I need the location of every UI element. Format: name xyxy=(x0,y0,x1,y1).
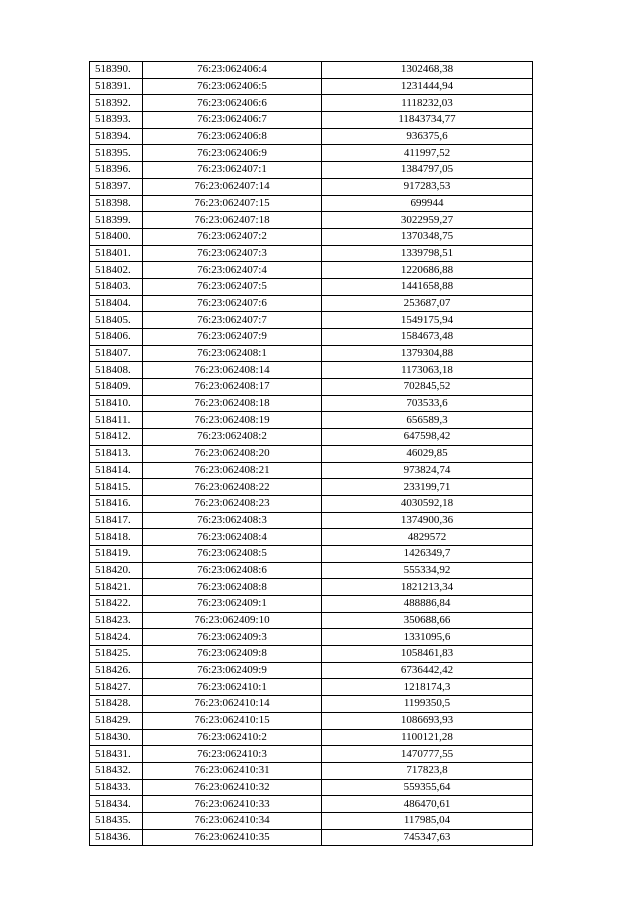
row-number-cell: 518418. xyxy=(90,529,143,546)
table-row xyxy=(90,228,533,245)
row-number-cell: 518413. xyxy=(90,445,143,462)
cadastral-value-cell: 1173063,18 xyxy=(322,362,533,379)
cadastral-number-cell: 76:23:062409:9 xyxy=(143,662,322,679)
cadastral-value-cell: 1821213,34 xyxy=(322,579,533,596)
table-row xyxy=(90,329,533,346)
row-number-cell: 518407. xyxy=(90,345,143,362)
cadastral-number-cell: 76:23:062407:2 xyxy=(143,228,322,245)
cadastral-value-cell: 1218174,3 xyxy=(322,679,533,696)
row-number-cell: 518417. xyxy=(90,512,143,529)
table-row xyxy=(90,195,533,212)
cadastral-number-cell: 76:23:062407:6 xyxy=(143,295,322,312)
row-number-cell: 518410. xyxy=(90,395,143,412)
cadastral-value-cell: 411997,52 xyxy=(322,145,533,162)
row-number-cell: 518398. xyxy=(90,195,143,212)
cadastral-value-cell: 488886,84 xyxy=(322,596,533,613)
table-row xyxy=(90,712,533,729)
table-row xyxy=(90,529,533,546)
cadastral-number-cell: 76:23:062407:9 xyxy=(143,329,322,346)
cadastral-value-cell: 11843734,77 xyxy=(322,112,533,129)
cadastral-value-cell: 4030592,18 xyxy=(322,495,533,512)
table-row xyxy=(90,395,533,412)
row-number-cell: 518408. xyxy=(90,362,143,379)
table-row xyxy=(90,212,533,229)
table-row xyxy=(90,696,533,713)
cadastral-number-cell: 76:23:062408:1 xyxy=(143,345,322,362)
cadastral-number-cell: 76:23:062408:22 xyxy=(143,479,322,496)
row-number-cell: 518433. xyxy=(90,779,143,796)
row-number-cell: 518428. xyxy=(90,696,143,713)
table-row xyxy=(90,362,533,379)
cadastral-number-cell: 76:23:062408:23 xyxy=(143,495,322,512)
table-body xyxy=(90,62,533,846)
row-number-cell: 518429. xyxy=(90,712,143,729)
cadastral-value-cell: 1220686,88 xyxy=(322,262,533,279)
table-row xyxy=(90,379,533,396)
cadastral-number-cell: 76:23:062410:32 xyxy=(143,779,322,796)
cadastral-value-cell: 699944 xyxy=(322,195,533,212)
cadastral-value-cell: 253687,07 xyxy=(322,295,533,312)
row-number-cell: 518400. xyxy=(90,228,143,245)
table-row xyxy=(90,78,533,95)
row-number-cell: 518424. xyxy=(90,629,143,646)
table-row xyxy=(90,762,533,779)
table-row xyxy=(90,445,533,462)
row-number-cell: 518432. xyxy=(90,762,143,779)
cadastral-value-cell: 1100121,28 xyxy=(322,729,533,746)
table-row xyxy=(90,612,533,629)
row-number-cell: 518427. xyxy=(90,679,143,696)
table-row xyxy=(90,646,533,663)
table-row xyxy=(90,796,533,813)
table-row xyxy=(90,278,533,295)
cadastral-value-cell: 917283,53 xyxy=(322,178,533,195)
row-number-cell: 518396. xyxy=(90,162,143,179)
cadastral-value-cell: 1370348,75 xyxy=(322,228,533,245)
cadastral-value-cell: 46029,85 xyxy=(322,445,533,462)
row-number-cell: 518430. xyxy=(90,729,143,746)
row-number-cell: 518392. xyxy=(90,95,143,112)
cadastral-number-cell: 76:23:062408:2 xyxy=(143,429,322,446)
row-number-cell: 518401. xyxy=(90,245,143,262)
cadastral-number-cell: 76:23:062406:4 xyxy=(143,62,322,79)
table-row xyxy=(90,829,533,846)
cadastral-number-cell: 76:23:062409:3 xyxy=(143,629,322,646)
table-row xyxy=(90,746,533,763)
table-row xyxy=(90,662,533,679)
cadastral-value-cell: 3022959,27 xyxy=(322,212,533,229)
cadastral-number-cell: 76:23:062408:20 xyxy=(143,445,322,462)
table-row xyxy=(90,429,533,446)
row-number-cell: 518434. xyxy=(90,796,143,813)
cadastral-number-cell: 76:23:062406:6 xyxy=(143,95,322,112)
cadastral-number-cell: 76:23:062410:35 xyxy=(143,829,322,846)
row-number-cell: 518403. xyxy=(90,278,143,295)
cadastral-number-cell: 76:23:062407:14 xyxy=(143,178,322,195)
row-number-cell: 518394. xyxy=(90,128,143,145)
cadastral-value-cell: 1331095,6 xyxy=(322,629,533,646)
row-number-cell: 518409. xyxy=(90,379,143,396)
cadastral-value-cell: 486470,61 xyxy=(322,796,533,813)
cadastral-value-cell: 1549175,94 xyxy=(322,312,533,329)
row-number-cell: 518426. xyxy=(90,662,143,679)
row-number-cell: 518420. xyxy=(90,562,143,579)
cadastral-number-cell: 76:23:062410:1 xyxy=(143,679,322,696)
cadastral-number-cell: 76:23:062407:18 xyxy=(143,212,322,229)
table-row xyxy=(90,562,533,579)
cadastral-number-cell: 76:23:062408:19 xyxy=(143,412,322,429)
row-number-cell: 518436. xyxy=(90,829,143,846)
cadastral-number-cell: 76:23:062409:10 xyxy=(143,612,322,629)
cadastral-number-cell: 76:23:062408:5 xyxy=(143,545,322,562)
cadastral-number-cell: 76:23:062407:1 xyxy=(143,162,322,179)
cadastral-value-cell: 1058461,83 xyxy=(322,646,533,663)
row-number-cell: 518419. xyxy=(90,545,143,562)
cadastral-value-cell: 4829572 xyxy=(322,529,533,546)
table-row xyxy=(90,545,533,562)
cadastral-number-cell: 76:23:062410:15 xyxy=(143,712,322,729)
row-number-cell: 518435. xyxy=(90,812,143,829)
table-row xyxy=(90,95,533,112)
table-row xyxy=(90,295,533,312)
table-row xyxy=(90,512,533,529)
table-row xyxy=(90,178,533,195)
cadastral-number-cell: 76:23:062408:6 xyxy=(143,562,322,579)
cadastral-number-cell: 76:23:062410:33 xyxy=(143,796,322,813)
cadastral-number-cell: 76:23:062407:15 xyxy=(143,195,322,212)
cadastral-value-cell: 647598,42 xyxy=(322,429,533,446)
row-number-cell: 518405. xyxy=(90,312,143,329)
cadastral-number-cell: 76:23:062408:4 xyxy=(143,529,322,546)
cadastral-value-cell: 233199,71 xyxy=(322,479,533,496)
cadastral-value-cell: 1302468,38 xyxy=(322,62,533,79)
cadastral-value-cell: 656589,3 xyxy=(322,412,533,429)
cadastral-value-cell: 973824,74 xyxy=(322,462,533,479)
table-row xyxy=(90,812,533,829)
cadastral-number-cell: 76:23:062408:21 xyxy=(143,462,322,479)
cadastral-value-table xyxy=(89,61,533,846)
row-number-cell: 518406. xyxy=(90,329,143,346)
cadastral-value-cell: 1426349,7 xyxy=(322,545,533,562)
table-row xyxy=(90,596,533,613)
cadastral-value-cell: 702845,52 xyxy=(322,379,533,396)
cadastral-number-cell: 76:23:062410:3 xyxy=(143,746,322,763)
row-number-cell: 518395. xyxy=(90,145,143,162)
table-row xyxy=(90,128,533,145)
cadastral-number-cell: 76:23:062407:4 xyxy=(143,262,322,279)
cadastral-value-cell: 350688,66 xyxy=(322,612,533,629)
cadastral-value-cell: 1374900,36 xyxy=(322,512,533,529)
table-row xyxy=(90,145,533,162)
cadastral-number-cell: 76:23:062408:18 xyxy=(143,395,322,412)
cadastral-value-cell: 1584673,48 xyxy=(322,329,533,346)
table-row xyxy=(90,495,533,512)
table-row xyxy=(90,629,533,646)
cadastral-value-cell: 555334,92 xyxy=(322,562,533,579)
cadastral-number-cell: 76:23:062406:5 xyxy=(143,78,322,95)
table-row xyxy=(90,345,533,362)
cadastral-number-cell: 76:23:062408:17 xyxy=(143,379,322,396)
cadastral-number-cell: 76:23:062410:34 xyxy=(143,812,322,829)
table-row xyxy=(90,679,533,696)
table-row xyxy=(90,62,533,79)
row-number-cell: 518416. xyxy=(90,495,143,512)
table-row xyxy=(90,245,533,262)
cadastral-number-cell: 76:23:062406:8 xyxy=(143,128,322,145)
cadastral-number-cell: 76:23:062407:7 xyxy=(143,312,322,329)
table-row xyxy=(90,479,533,496)
table-row xyxy=(90,262,533,279)
cadastral-value-cell: 1199350,5 xyxy=(322,696,533,713)
row-number-cell: 518411. xyxy=(90,412,143,429)
cadastral-number-cell: 76:23:062406:9 xyxy=(143,145,322,162)
table-row xyxy=(90,162,533,179)
table-row xyxy=(90,462,533,479)
row-number-cell: 518390. xyxy=(90,62,143,79)
row-number-cell: 518421. xyxy=(90,579,143,596)
cadastral-value-cell: 1118232,03 xyxy=(322,95,533,112)
cadastral-value-cell: 1339798,51 xyxy=(322,245,533,262)
cadastral-value-cell: 1379304,88 xyxy=(322,345,533,362)
cadastral-value-cell: 1470777,55 xyxy=(322,746,533,763)
cadastral-number-cell: 76:23:062409:8 xyxy=(143,646,322,663)
cadastral-number-cell: 76:23:062406:7 xyxy=(143,112,322,129)
cadastral-value-cell: 1441658,88 xyxy=(322,278,533,295)
table-row xyxy=(90,579,533,596)
row-number-cell: 518414. xyxy=(90,462,143,479)
table-row xyxy=(90,112,533,129)
cadastral-value-cell: 1384797,05 xyxy=(322,162,533,179)
cadastral-number-cell: 76:23:062410:14 xyxy=(143,696,322,713)
table-row xyxy=(90,412,533,429)
cadastral-value-cell: 1231444,94 xyxy=(322,78,533,95)
row-number-cell: 518397. xyxy=(90,178,143,195)
cadastral-value-cell: 745347,63 xyxy=(322,829,533,846)
cadastral-number-cell: 76:23:062408:3 xyxy=(143,512,322,529)
cadastral-value-cell: 6736442,42 xyxy=(322,662,533,679)
cadastral-number-cell: 76:23:062407:3 xyxy=(143,245,322,262)
table-row xyxy=(90,779,533,796)
cadastral-number-cell: 76:23:062408:8 xyxy=(143,579,322,596)
row-number-cell: 518393. xyxy=(90,112,143,129)
cadastral-number-cell: 76:23:062409:1 xyxy=(143,596,322,613)
table-row xyxy=(90,729,533,746)
row-number-cell: 518404. xyxy=(90,295,143,312)
row-number-cell: 518425. xyxy=(90,646,143,663)
row-number-cell: 518399. xyxy=(90,212,143,229)
row-number-cell: 518423. xyxy=(90,612,143,629)
row-number-cell: 518391. xyxy=(90,78,143,95)
cadastral-number-cell: 76:23:062410:31 xyxy=(143,762,322,779)
row-number-cell: 518431. xyxy=(90,746,143,763)
row-number-cell: 518402. xyxy=(90,262,143,279)
row-number-cell: 518422. xyxy=(90,596,143,613)
cadastral-value-cell: 703533,6 xyxy=(322,395,533,412)
cadastral-value-cell: 117985,04 xyxy=(322,812,533,829)
row-number-cell: 518415. xyxy=(90,479,143,496)
cadastral-number-cell: 76:23:062410:2 xyxy=(143,729,322,746)
table-row xyxy=(90,312,533,329)
cadastral-number-cell: 76:23:062407:5 xyxy=(143,278,322,295)
cadastral-number-cell: 76:23:062408:14 xyxy=(143,362,322,379)
row-number-cell: 518412. xyxy=(90,429,143,446)
cadastral-value-cell: 936375,6 xyxy=(322,128,533,145)
cadastral-value-cell: 717823,8 xyxy=(322,762,533,779)
cadastral-value-cell: 1086693,93 xyxy=(322,712,533,729)
cadastral-value-cell: 559355,64 xyxy=(322,779,533,796)
